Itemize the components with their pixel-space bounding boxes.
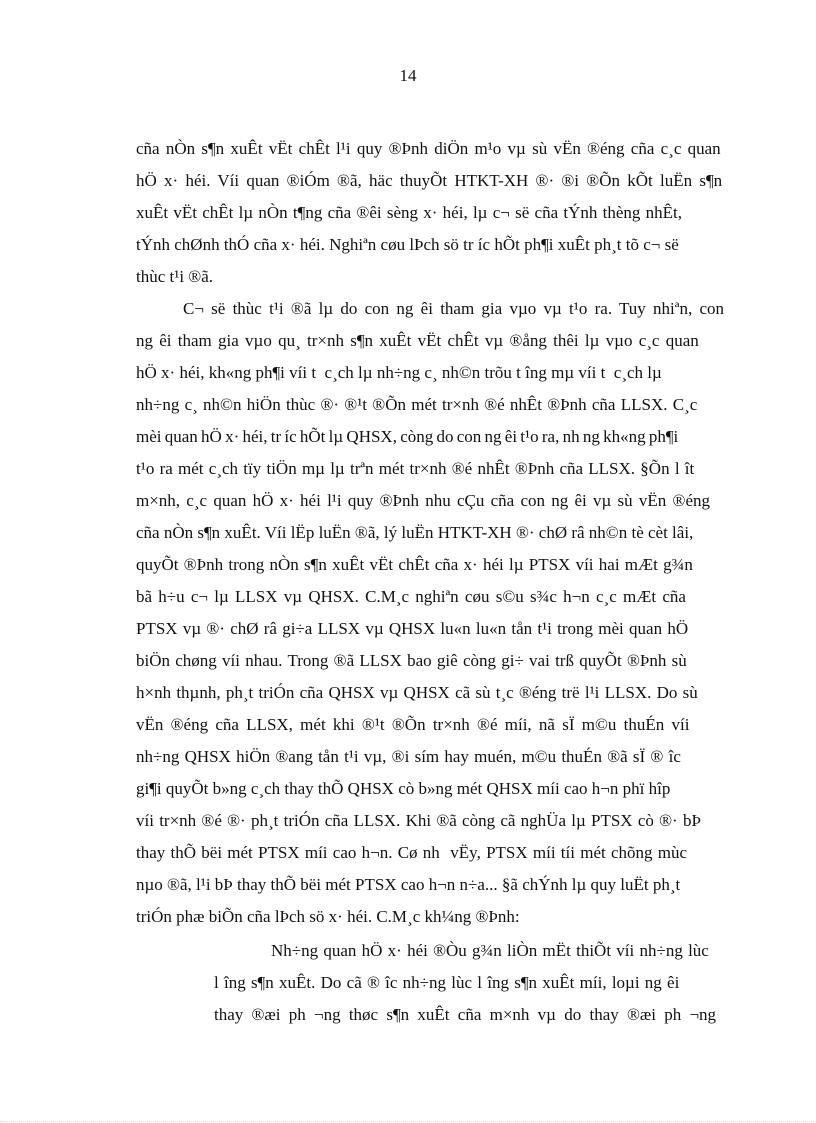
text-line: nh÷ng c¸ nh©n hiÖn thùc ®· ®¹t ®Õn mét tr×nh ®é nhÊt ®Þnh cña LLSX. C¸c [136,395,698,414]
text-line: víi tr×nh ®é ®· ph¸t triÓn cña LLSX. Khi ®ã còng cã nghÜa lµ PTSX cò ®· bÞ [136,811,701,830]
text-line: biÖn chøng víi nhau. Trong ®ã LLSX bao giê còng gi÷ vai trß quyÕt ®Þnh sù [136,651,687,670]
text-line: thay thÕ bëi mét PTSX míi cao h¬n. Cø nh vËy, PTSX míi tíi mét chõng mùc [136,843,688,862]
text-line: tÝnh chØnh thÓ cña x· héi. Nghiªn cøu lÞch sö tr íc hÕt ph¶i xuÊt ph¸t tõ c¬ së [136,235,679,254]
page-number: 14 [399,66,417,85]
text-line: t¹o ra mét c¸ch tïy tiÖn mµ lµ trªn mét tr×nh ®é nhÊt ®Þnh cña LLSX. §Õn l ît [136,459,695,478]
text-line: bã h÷u c¬ lµ LLSX vµ QHSX. C.M¸c nghiªn cøu s©u s¾c h¬n c¸c mÆt cña [136,587,686,606]
page-edge-divider [0,1121,816,1122]
text-line: cña nÒn s¶n xuÊt. Víi lËp luËn ®ã, lý luËn HTKT-XH ®· chØ râ nh©n tè cèt lâi, [136,523,694,542]
text-line: PTSX vµ ®· chØ râ gi÷a LLSX vµ QHSX lu«n lu«n tån t¹i trong mèi quan hÖ [136,619,689,638]
text-line: ng êi tham gia vµo qu¸ tr×nh s¶n xuÊt vËt chÊt vµ ®ång thêi lµ vµo c¸c quan [136,331,699,350]
text-line: nh÷ng QHSX hiÖn ®ang tån t¹i vµ, ®i sím hay muén, m©u thuÉn ®ã sÏ ® îc [136,747,681,766]
text-line: hÖ x· héi, kh«ng ph¶i víi t c¸ch lµ nh÷ng c¸ nh©n trõu t îng mµ víi t c¸ch lµ [136,363,662,382]
text-line: h×nh thµnh, ph¸t triÓn cña QHSX vµ QHSX cã sù t¸c ®éng trë l¹i LLSX. Do sù [136,683,698,702]
text-line: thùc t¹i ®ã. [136,267,214,286]
text-line: quyÕt ®Þnh trong nÒn s¶n xuÊt vËt chÊt cña x· héi lµ PTSX víi hai mÆt g¾n [136,555,693,574]
text-line: gi¶i quyÕt b»ng c¸ch thay thÕ QHSX cò b»ng mét QHSX míi cao h¬n phï hîp [136,779,671,798]
quote-line: Nh÷ng quan hÖ x· héi ®Òu g¾n liÒn mËt thiÕt víi nh÷ng lùc [271,941,709,960]
quote-line: thay ®æi ph ¬ng thøc s¶n xuÊt cña m×nh vµ do thay ®æi ph ¬ng [214,1005,717,1024]
quote-line: l îng s¶n xuÊt. Do cã ® îc nh÷ng lùc l îng s¶n xuÊt míi, loµi ng êi [214,973,680,992]
text-line: cña nÒn s¶n xuÊt vËt chÊt l¹i quy ®Þnh diÖn m¹o vµ sù vËn ®éng cña c¸c quan [136,139,721,158]
text-line: nµo ®ã, l¹i bÞ thay thÕ bëi mét PTSX cao h¬n n÷a... §ã chÝnh lµ quy luËt ph¸t [136,875,681,894]
text-line: triÓn phæ biÕn cña lÞch sö x· héi. C.M¸c kh¼ng ®Þnh: [136,907,520,926]
text-line: vËn ®éng cña LLSX, mét khi ®¹t ®Õn tr×nh ®é míi, nã sÏ m©u thuÉn víi [136,715,690,734]
text-line: m×nh, c¸c quan hÖ x· héi l¹i quy ®Þnh nhu cÇu cña con ng êi vµ sù vËn ®éng [136,491,711,510]
text-line: xuÊt vËt chÊt lµ nÒn t¶ng cña ®êi sèng x· héi, lµ c¬ së cña tÝnh thèng nhÊt, [136,203,682,222]
text-line: hÖ x· héi. Víi quan ®iÓm ®ã, häc thuyÕt HTKT-XH ®· ®i ®Õn kÕt luËn s¶n [136,171,723,190]
text-line: mèi quan hÖ x· héi, tr íc hÕt lµ QHSX, còng do con ng êi t¹o ra, nh ng kh«ng ph¶i [136,427,679,446]
text-line: C¬ së thùc t¹i ®ã lµ do con ng êi tham gia vµo vµ t¹o ra. Tuy nhiªn, con [183,299,725,318]
